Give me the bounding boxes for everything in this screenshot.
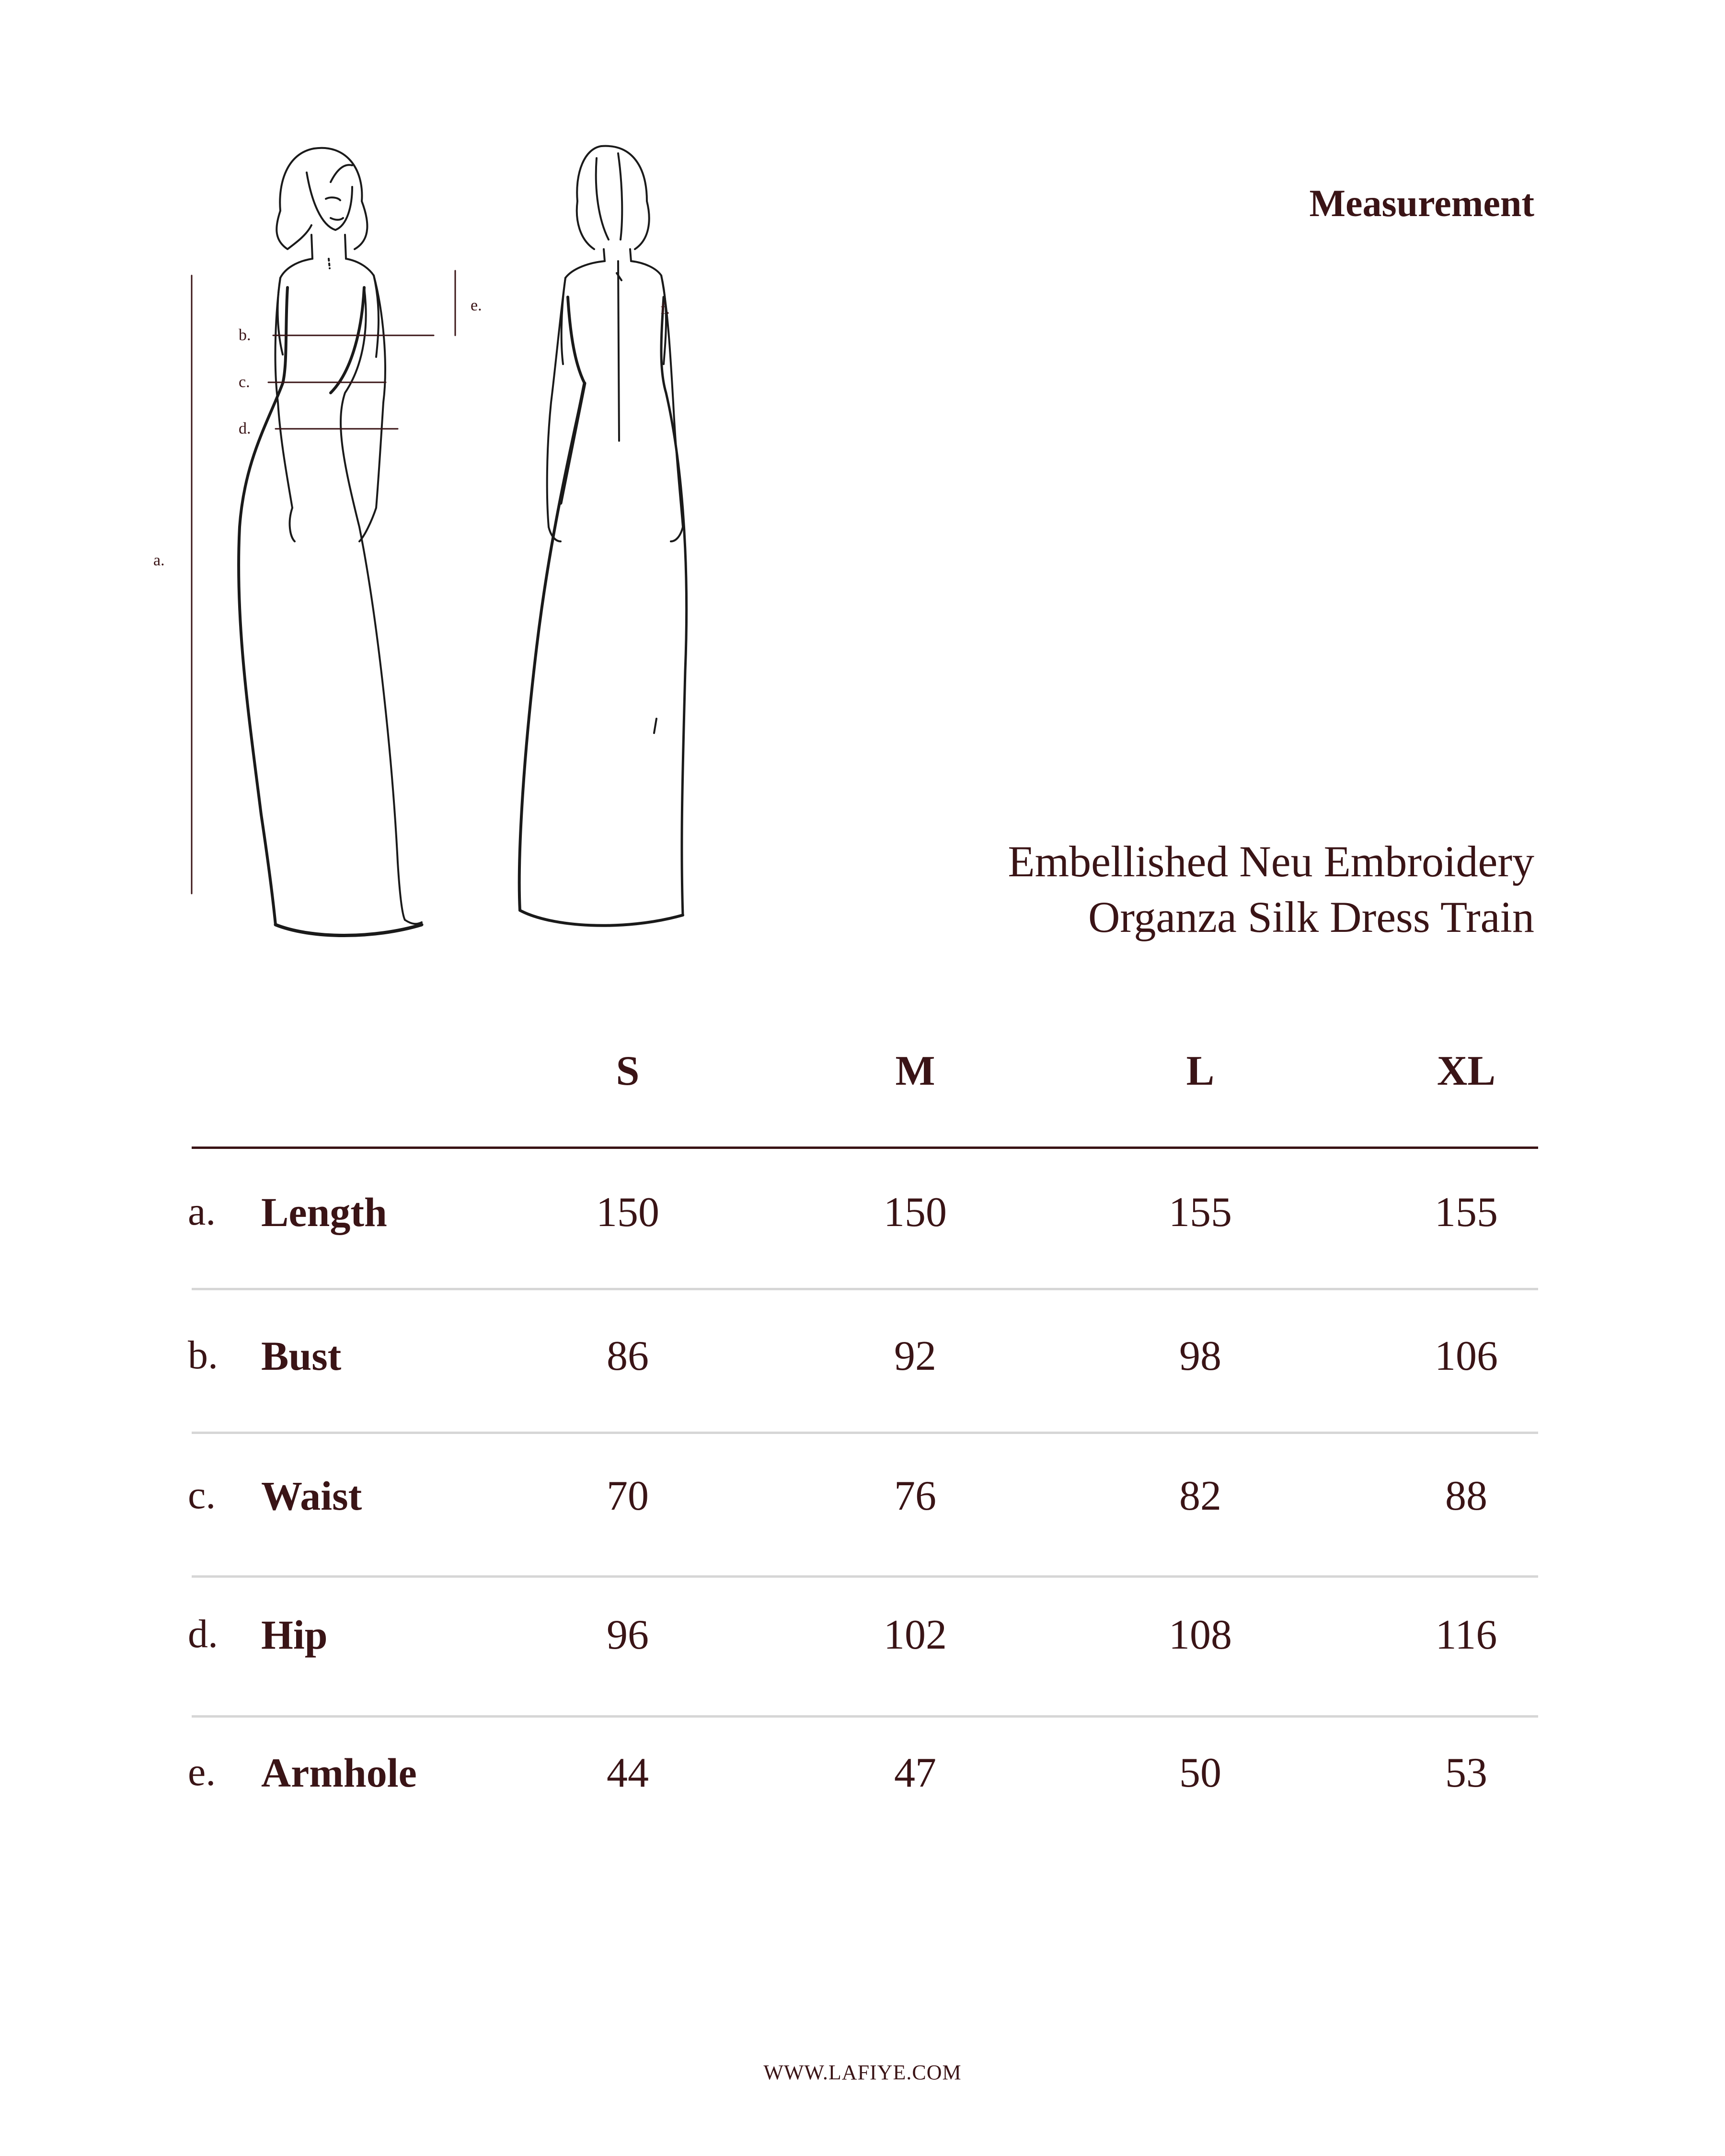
cell-value: 102 (884, 1612, 947, 1658)
row-letter: a. (188, 1189, 216, 1234)
cell-value: 108 (1169, 1612, 1232, 1658)
table-row (0, 1332, 1725, 1389)
row-label: Waist (261, 1473, 362, 1519)
size-header-xl: XL (1437, 1048, 1496, 1094)
row-label: Bust (261, 1333, 342, 1379)
cell-value: 150 (884, 1189, 947, 1236)
row-divider (192, 1575, 1538, 1578)
row-letter: e. (188, 1750, 216, 1794)
sketch-label-a: a. (153, 551, 165, 569)
cell-value: 70 (607, 1473, 649, 1519)
row-label: Hip (261, 1612, 328, 1658)
table-row (0, 1188, 1725, 1246)
page-heading: Measurement (1309, 183, 1534, 225)
sketch-label-f: f. (660, 300, 670, 318)
sketch-label-b: b. (239, 326, 251, 344)
table-row (0, 1749, 1725, 1806)
back-figure (519, 146, 687, 926)
row-divider (192, 1715, 1538, 1718)
row-letter: b. (188, 1333, 218, 1377)
row-label: Armhole (261, 1750, 417, 1796)
row-letter: c. (188, 1473, 216, 1517)
sketch-label-e: e. (471, 297, 482, 314)
cell-value: 82 (1179, 1473, 1221, 1519)
cell-value: 155 (1169, 1189, 1232, 1236)
product-name (1008, 834, 1534, 945)
cell-value: 88 (1445, 1473, 1487, 1519)
product-name-line-1: Embellished Neu Embroidery (1008, 837, 1534, 886)
website-url[interactable]: WWW.LAFIYE.COM (763, 2061, 962, 2084)
dress-sketch-svg (0, 0, 767, 968)
cell-value: 53 (1445, 1750, 1487, 1796)
cell-value: 98 (1179, 1333, 1221, 1379)
cell-value: 44 (607, 1750, 649, 1796)
size-header-s: S (616, 1048, 640, 1094)
cell-value: 150 (596, 1189, 659, 1236)
row-label: Length (261, 1189, 387, 1235)
cell-value: 116 (1435, 1612, 1497, 1658)
size-header-l: L (1186, 1048, 1215, 1094)
row-divider (192, 1288, 1538, 1290)
measure-lines (192, 271, 455, 894)
cell-value: 76 (894, 1473, 936, 1519)
row-letter: d. (188, 1612, 218, 1656)
sketch-label-c: c. (239, 373, 250, 391)
dress-sketch (0, 0, 767, 968)
product-name-line-2: Organza Silk Dress Train (1088, 893, 1534, 941)
row-divider (192, 1432, 1538, 1434)
sketch-label-d: d. (239, 420, 251, 437)
cell-value: 96 (607, 1612, 649, 1658)
table-row (0, 1472, 1725, 1529)
cell-value: 106 (1435, 1333, 1498, 1379)
cell-value: 47 (894, 1750, 936, 1796)
cell-value: 86 (607, 1333, 649, 1379)
cell-value: 155 (1435, 1189, 1498, 1236)
table-header-divider (192, 1147, 1538, 1149)
cell-value: 50 (1179, 1750, 1221, 1796)
table-row (0, 1611, 1725, 1668)
cell-value: 92 (894, 1333, 936, 1379)
size-header-m: M (895, 1048, 935, 1094)
front-figure (239, 148, 422, 936)
